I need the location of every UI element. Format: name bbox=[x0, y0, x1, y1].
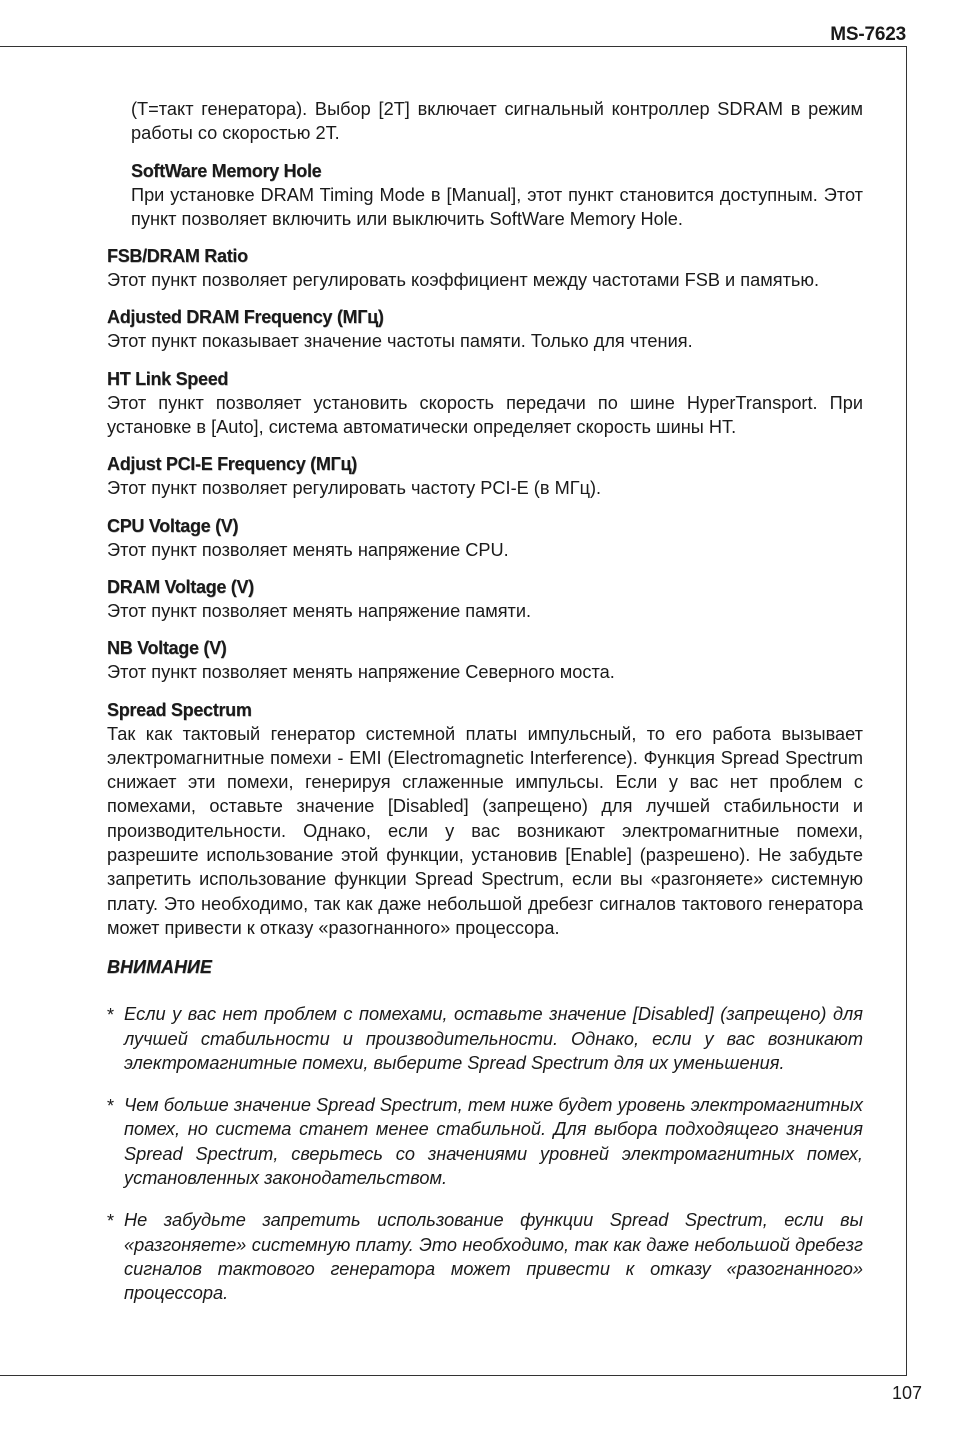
section-title-spread-spectrum: Spread Spectrum bbox=[107, 699, 252, 720]
notice-item-text: Не забудьте запретить использование функции Spread Spectrum, если вы «разгоняете» системную плату. Это необходимо, так как даже небольшой дребезг сигналов тактового генератора может привести к отказу «разогнанного» процессора. bbox=[124, 1210, 863, 1304]
bullet-asterisk: * bbox=[107, 1211, 115, 1232]
notice-title: ВНИМАНИЕ bbox=[107, 957, 212, 978]
model-name: MS-7623 bbox=[830, 24, 906, 45]
section-title-cpu-voltage: CPU Voltage (V) bbox=[107, 515, 239, 536]
page-number: 107 bbox=[891, 1383, 922, 1403]
footer-rule bbox=[0, 1375, 907, 1376]
section-text-software-memory-hole: При установке DRAM Timing Mode в [Manual], этот пункт становится доступным. Этот пункт позволяет включить или выключить SoftWare Memory Hole. bbox=[131, 184, 863, 229]
bullet-asterisk: * bbox=[107, 1005, 115, 1026]
section-title-adjusted-dram-frequency: Adjusted DRAM Frequency (МГц) bbox=[107, 307, 384, 328]
section-text-ht-link-speed: Этот пункт позволяет установить скорость передачи по шине HyperTransport. При установке в [Auto], система автоматически определяет скорость шины HT. bbox=[107, 392, 863, 438]
page-content bbox=[107, 97, 863, 1324]
section-text-fsb-dram-ratio: Этот пункт позволяет регулировать коэффициент между частотами FSB и памятью. bbox=[107, 270, 820, 291]
section-text-spread-spectrum: Так как тактовый генератор системной платы импульсный, то его работа вызывает электромагнитные помехи - EMI (Electromagnetic Interference). Функция Spread Spectrum снижает эти помехи, генерируя сглаженные импульсы. Если у вас нет проблем с помехами, оставьте значение [Disabled] (запрещено) для лучшей стабильности и производительности. Однако, если у вас возникают электромагнитные помехи, разрешите использование этой функции, установив [Enable] (разрешено). Не забудьте запретить использование функции Spread Spectrum, если вы «разгоняете» системную плату. Это необходимо, так как даже небольшой дребезг сигналов тактового генератора может привести к отказу «разогнанного» процессора. bbox=[107, 723, 863, 938]
intro-block bbox=[107, 97, 863, 231]
section-title-ht-link-speed: HT Link Speed bbox=[107, 368, 229, 389]
section-title-software-memory-hole: SoftWare Memory Hole bbox=[131, 160, 322, 181]
section-title-dram-voltage: DRAM Voltage (V) bbox=[107, 576, 254, 597]
header-rule bbox=[0, 46, 907, 47]
bullet-asterisk: * bbox=[107, 1096, 115, 1117]
section-text-cpu-voltage: Этот пункт позволяет менять напряжение CPU. bbox=[107, 539, 509, 560]
section-title-adjust-pcie-frequency: Adjust PCI-E Frequency (МГц) bbox=[107, 454, 357, 475]
section-title-nb-voltage: NB Voltage (V) bbox=[107, 638, 227, 659]
notice-item bbox=[107, 1002, 863, 1075]
section-text-adjusted-dram-frequency: Этот пункт показывает значение частоты памяти. Только для чтения. bbox=[107, 331, 693, 352]
intro-text: (T=такт генератора). Выбор [2T] включает сигнальный контроллер SDRAM в режим работы со скоростью 2T. bbox=[131, 99, 863, 144]
notice-item-text: Если у вас нет проблем с помехами, оставьте значение [Disabled] (запрещено) для лучшей стабильности и производительности. Однако, если у вас возникают электромагнитные помехи, выберите Spread Spectrum для их уменьшения. bbox=[124, 1004, 863, 1073]
notice-item-text: Чем больше значение Spread Spectrum, тем ниже будет уровень электромагнитных помех, но система станет менее стабильной. Для выбора подходящего значения Spread Spectrum, сверьтесь со значениями уровней электромагнитных помех, установленных законодательством. bbox=[124, 1095, 863, 1189]
notice-item bbox=[107, 1208, 863, 1305]
section-text-adjust-pcie-frequency: Этот пункт позволяет регулировать частоту PCI-E (в МГц). bbox=[107, 478, 602, 499]
section-text-nb-voltage: Этот пункт позволяет менять напряжение Северного моста. bbox=[107, 662, 615, 683]
section-text-dram-voltage: Этот пункт позволяет менять напряжение памяти. bbox=[107, 600, 532, 621]
right-border-rule bbox=[906, 46, 907, 1376]
notice-item bbox=[107, 1093, 863, 1190]
section-title-fsb-dram-ratio: FSB/DRAM Ratio bbox=[107, 246, 248, 267]
